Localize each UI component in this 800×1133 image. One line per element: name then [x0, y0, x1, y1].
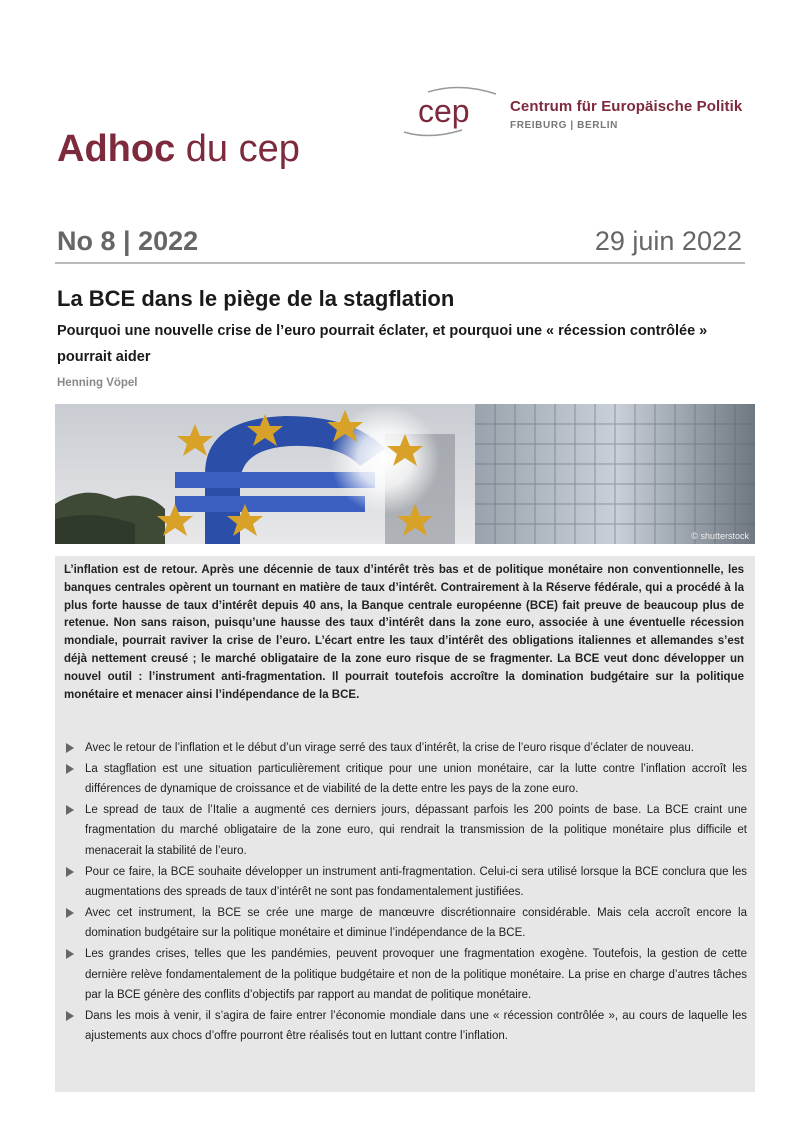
triangle-bullet-icon — [66, 805, 74, 815]
article-subtitle: Pourquoi une nouvelle crise de l’euro pourrait éclater, et pourquoi une « récession contrôlée » pourrait aider — [57, 323, 708, 365]
cep-logo — [400, 84, 760, 144]
key-point-text: Avec le retour de l’inflation et le début d’un virage serré des taux d’intérêt, la crise de l’euro risque d’éclater de nouveau. — [85, 742, 695, 754]
triangle-bullet-icon — [66, 949, 74, 959]
key-point-text: Pour ce faire, la BCE souhaite développer un instrument anti-fragmentation. Celui-ci sera utilisé lorsque la BCE conclura que les augmentations des spreads de taux d’intérêt ne sont pas fondamentalement justifiées. — [85, 865, 747, 899]
triangle-bullet-icon — [66, 867, 74, 877]
series-title-bold: Adhoc — [57, 128, 176, 170]
summary-box — [55, 556, 755, 1092]
list-item — [55, 800, 755, 862]
list-item — [55, 944, 755, 1006]
triangle-bullet-icon — [66, 764, 74, 774]
hero-image — [55, 404, 755, 544]
key-point-text: Le spread de taux de l’Italie a augmenté ces derniers jours, dépassant parfois les 200 points de base. La BCE craint une fragmentation du marché obligataire de la zone euro, qui rendrait la transmission de la politique monétaire plus difficile et menacerait la stabilité de l’euro. — [85, 803, 747, 857]
key-points-list — [55, 738, 755, 1047]
key-point-text: Dans les mois à venir, il s’agira de faire entrer l’économie mondiale dans une « récession contrôlée », au cours de laquelle les ajustements aux chocs d’offre pourront être réalisés tout en luttant contre l’inflation. — [85, 1009, 747, 1043]
org-name: Centrum für Europäische Politik — [510, 98, 743, 115]
publication-date: 29 juin 2022 — [594, 226, 742, 256]
article-title: La BCE dans le piège de la stagflation — [57, 286, 455, 311]
cep-logo-mark — [400, 84, 505, 144]
issue-number: No 8 | 2022 — [57, 226, 199, 256]
list-item — [55, 759, 755, 800]
euro-sculpture-photo — [55, 404, 755, 544]
image-credit: © shutterstock — [691, 531, 749, 541]
triangle-bullet-icon — [66, 908, 74, 918]
list-item — [55, 862, 755, 903]
header-divider — [55, 262, 745, 264]
series-title — [57, 128, 300, 171]
article-author: Henning Vöpel — [57, 377, 138, 389]
logo-text: cep — [418, 93, 470, 129]
triangle-bullet-icon — [66, 743, 74, 753]
summary-abstract: L’inflation est de retour. Après une décennie de taux d’intérêt très bas et de politique monétaire non conventionnelle, les banques centrales opèrent un tournant en matière de taux d’intérêt. Contrairement à la Réserve fédérale, qui a procédé à la plus forte hausse de taux d’intérêt depuis 40 ans, la Banque centrale européenne (BCE) fait preuve de beaucoup plus de retenue. Non sans raison, puisqu’une hausse des taux d’intérêt dans la zone euro, associée à une éventuelle récession mondiale, pourrait raviver la crise de l’euro. L’écart entre les taux d’intérêt des obligations italiennes et allemandes s’est déjà nettement creusé ; le marché obligataire de la zone euro risque de se fragmenter. La BCE veut donc développer un nouvel outil : l’instrument anti-fragmentation. Il pourrait toutefois accroître la domination budgétaire sur la politique monétaire et menacer ainsi l’indépendance de la BCE. — [64, 564, 744, 701]
list-item — [55, 1006, 755, 1047]
series-title-rest: du cep — [175, 128, 300, 170]
key-point-text: La stagflation est une situation particulièrement critique pour une union monétaire, car la lutte contre l’inflation accroît les différences de dynamique de croissance et de viabilité de la dette entre les pays de la zone euro. — [85, 762, 747, 796]
list-item — [55, 738, 755, 759]
org-location: FREIBURG | BERLIN — [510, 120, 618, 131]
key-point-text: Les grandes crises, telles que les pandémies, peuvent provoquer une fragmentation exogène. Toutefois, la gestion de cette dernière relève fondamentalement de la politique budgétaire et non de la politique monétaire. La prise en charge d’autres tâches par la BCE génère des conflits d’objectifs par rapport au mandat de politique monétaire. — [85, 947, 747, 1002]
key-point-text: Avec cet instrument, la BCE se crée une marge de manœuvre discrétionnaire considérable. Mais cela accroît encore la domination budgétaire sur la politique monétaire et diminue l’indépendance de la BCE. — [85, 906, 747, 940]
list-item — [55, 903, 755, 944]
triangle-bullet-icon — [66, 1011, 74, 1021]
